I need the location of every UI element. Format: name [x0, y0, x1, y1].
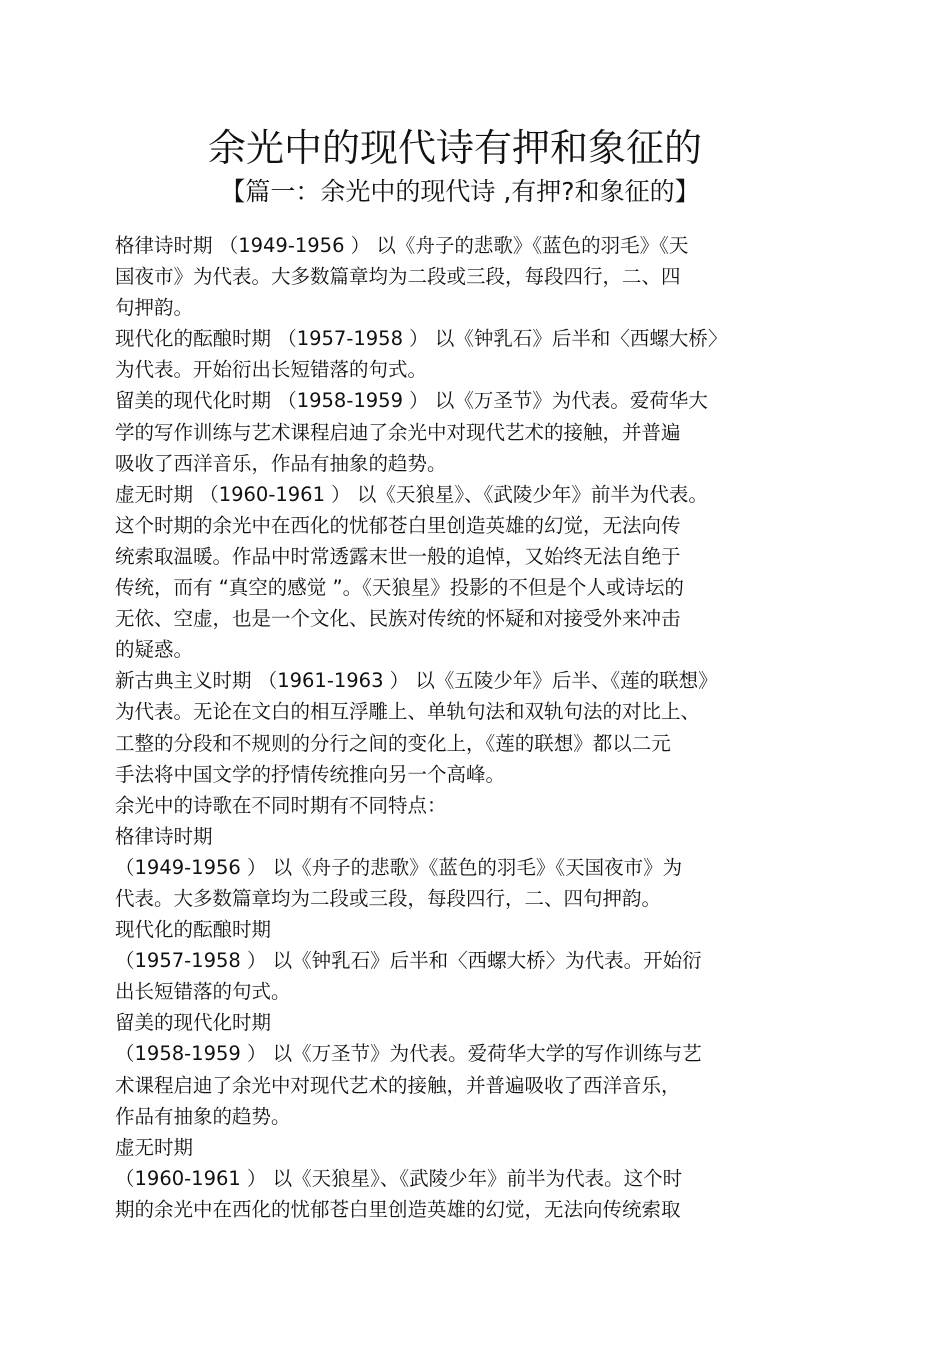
text-line: 为代表。无论在文白的相互浮雕上、单轨句法和双轨句法的对比上、 [115, 700, 701, 724]
text-line: 留美的现代化时期 [115, 1011, 272, 1035]
text-line: 虚无时期 （1960-1961 ） 以《天狼星》、《武陵少年》前半为代表。 [115, 482, 708, 506]
text-line: 这个时期的余光中在西化的忧郁苍白里创造英雄的幻觉，无法向传 [115, 513, 681, 537]
text-line: 传统，而有 “真空的感觉 ”。《天狼星》投影的不但是个人或诗坛的 [115, 576, 684, 600]
text-line: 现代化的酝酿时期 [115, 918, 272, 942]
text-line: 手法将中国文学的抒情传统推向另一个高峰。 [115, 762, 506, 786]
document-subtitle: 【篇一：余光中的现代诗 ,有押?和象征的】 [220, 177, 700, 206]
text-line: 工整的分段和不规则的分行之间的变化上，《莲的联想》都以二元 [115, 731, 671, 755]
text-line: 无依、空虚，也是一个文化、民族对传统的怀疑和对接受外来冲击 [115, 607, 681, 631]
text-line: （1957-1958 ） 以《钟乳石》后半和〈西螺大桥〉为代表。开始衍 [115, 949, 702, 973]
text-line: 现代化的酝酿时期 （1957-1958 ） 以《钟乳石》后半和〈西螺大桥〉 [115, 327, 728, 351]
text-line: 留美的现代化时期 （1958-1959 ） 以《万圣节》为代表。爱荷华大 [115, 389, 708, 413]
text-line: 句押韵。 [115, 296, 194, 320]
text-line: 术课程启迪了余光中对现代艺术的接触，并普遍吸收了西洋音乐， [115, 1073, 681, 1097]
text-line: 国夜市》为代表。大多数篇章均为二段或三段，每段四行，二、四 [115, 265, 681, 289]
text-line: 学的写作训练与艺术课程启迪了余光中对现代艺术的接触，并普遍 [115, 420, 681, 444]
text-line: 统索取温暖。作品中时常透露末世一般的追悼，又始终无法自绝于 [115, 544, 681, 568]
document-title: 余光中的现代诗有押和象征的 [207, 126, 702, 170]
text-line: 出长短错落的句式。 [115, 980, 291, 1004]
text-line: 的疑惑。 [115, 638, 194, 662]
text-line: 作品有抽象的趋势。 [115, 1104, 291, 1128]
text-line: 格律诗时期 [115, 824, 213, 848]
text-line: 期的余光中在西化的忧郁苍白里创造英雄的幻觉，无法向传统索取 [115, 1197, 681, 1221]
text-line: （1960-1961 ） 以《天狼星》、《武陵少年》前半为代表。这个时 [115, 1166, 683, 1190]
text-line: 为代表。开始衍出长短错落的句式。 [115, 358, 428, 382]
text-line: （1958-1959 ） 以《万圣节》为代表。爱荷华大学的写作训练与艺 [115, 1042, 702, 1066]
text-line: 新古典主义时期 （1961-1963 ） 以《五陵少年》后半、《莲的联想》 [115, 669, 718, 693]
text-line: 代表。大多数篇章均为二段或三段，每段四行，二、四句押韵。 [115, 886, 662, 910]
text-line: 格律诗时期 （1949-1956 ） 以《舟子的悲歌》《蓝色的羽毛》《天 [115, 234, 689, 257]
text-line: （1949-1956 ） 以《舟子的悲歌》《蓝色的羽毛》《天国夜市》为 [115, 855, 683, 879]
document-body [115, 230, 835, 1225]
text-line: 虚无时期 [115, 1135, 194, 1159]
text-line: 余光中的诗歌在不同时期有不同特点： [115, 793, 447, 817]
text-line: 吸收了西洋音乐，作品有抽象的趋势。 [115, 451, 447, 475]
